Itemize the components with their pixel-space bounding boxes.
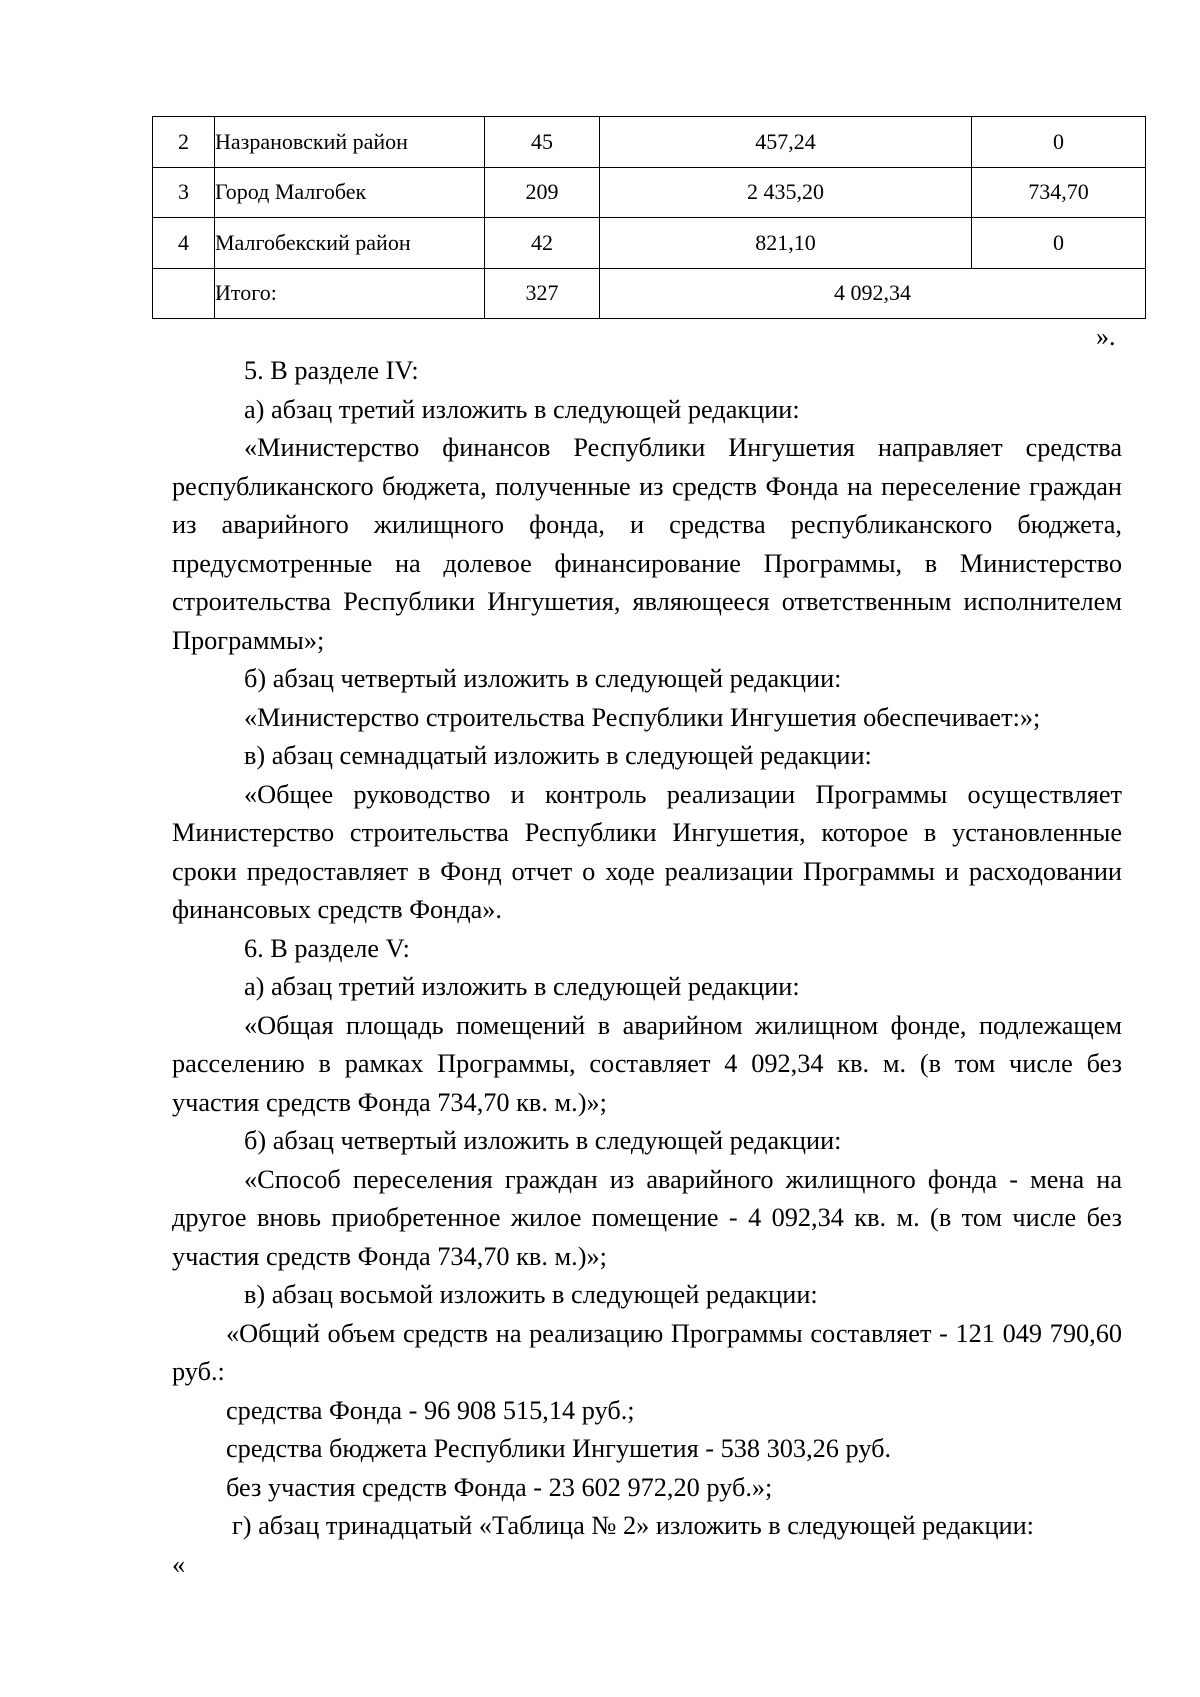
table-row [153, 218, 1146, 269]
row-number: 4 [153, 218, 215, 269]
total-label: Итого: [215, 268, 485, 319]
paragraph: в) абзац семнадцатый изложить в следующей редакции: [244, 741, 872, 770]
area-without-fund: 734,70 [972, 167, 1146, 218]
opening-quote: « [172, 1549, 186, 1579]
paragraph: б) абзац четвертый изложить в следующей редакции: [244, 1126, 842, 1155]
empty-cell [153, 268, 215, 319]
total-count: 327 [485, 268, 600, 319]
section-heading: 5. В разделе IV: [244, 356, 419, 385]
paragraph: «Способ переселения граждан из аварийного жилищного фонда - мена на другое вновь приобретенное жилое помещение - 4 092,34 кв. м. (в том числе без участия средств Фонда 734,70 кв. м.)»; [172, 1164, 1122, 1271]
body-text [172, 352, 1122, 1584]
area-value: 457,24 [600, 117, 972, 168]
row-number: 3 [153, 167, 215, 218]
people-count: 42 [485, 218, 600, 269]
paragraph: б) абзац четвертый изложить в следующей редакции: [244, 664, 842, 693]
paragraph: в) абзац восьмой изложить в следующей редакции: [244, 1280, 818, 1309]
section-heading: 6. В разделе V: [244, 933, 410, 963]
district-name: Назрановский район [215, 117, 485, 168]
area-without-fund: 0 [972, 218, 1146, 269]
paragraph: г) абзац тринадцатый «Таблица № 2» изложить в следующей редакции: [232, 1511, 1034, 1540]
paragraph: без участия средств Фонда - 23 602 972,20 руб.»; [226, 1472, 773, 1502]
table-row [153, 117, 1146, 168]
paragraph: «Общее руководство и контроль реализации Программы осуществляет Министерство строительства Республики Ингушетия, которое в установленные сроки предоставляет в Фонд отчет о ходе реализации Программы и расходовании финансовых средств Фонда». [172, 779, 1122, 924]
district-name: Малгобекский район [215, 218, 485, 269]
paragraph: а) абзац третий изложить в следующей редакции: [244, 972, 800, 1001]
resettlement-table [152, 116, 1146, 319]
people-count: 45 [485, 117, 600, 168]
paragraph: «Министерство финансов Республики Ингушетия направляет средства республиканского бюджета, полученные из средств Фонда на переселение граждан из аварийного жилищного фонда, и средства республиканского бюджета, предусмотренные на долевое финансирование Программы, в Министерство строительства Республики Ингушетия, являющееся ответственным исполнителем Программы»; [172, 433, 1122, 655]
paragraph: средства бюджета Республики Ингушетия - 538 303,26 руб. [226, 1434, 892, 1463]
total-area: 4 092,34 [600, 268, 1146, 319]
area-value: 2 435,20 [600, 167, 972, 218]
area-without-fund: 0 [972, 117, 1146, 168]
paragraph: «Общий объем средств на реализацию Программы составляет - 121 049 790,60 руб.: [172, 1318, 1122, 1386]
paragraph: а) абзац третий изложить в следующей редакции: [244, 394, 800, 424]
people-count: 209 [485, 167, 600, 218]
table-total-row [153, 268, 1146, 319]
district-name: Город Малгобек [215, 167, 485, 218]
paragraph: «Министерство строительства Республики Ингушетия обеспечивает:»; [244, 702, 1041, 732]
area-value: 821,10 [600, 218, 972, 269]
table-row [153, 167, 1146, 218]
paragraph: «Общая площадь помещений в аварийном жилищном фонде, подлежащем расселению в рамках Программы, составляет 4 092,34 кв. м. (в том числе без участия средств Фонда 734,70 кв. м.)»; [172, 1010, 1122, 1117]
paragraph: средства Фонда - 96 908 515,14 руб.; [226, 1395, 635, 1425]
table-closing-quote: ». [1096, 322, 1116, 351]
row-number: 2 [153, 117, 215, 168]
